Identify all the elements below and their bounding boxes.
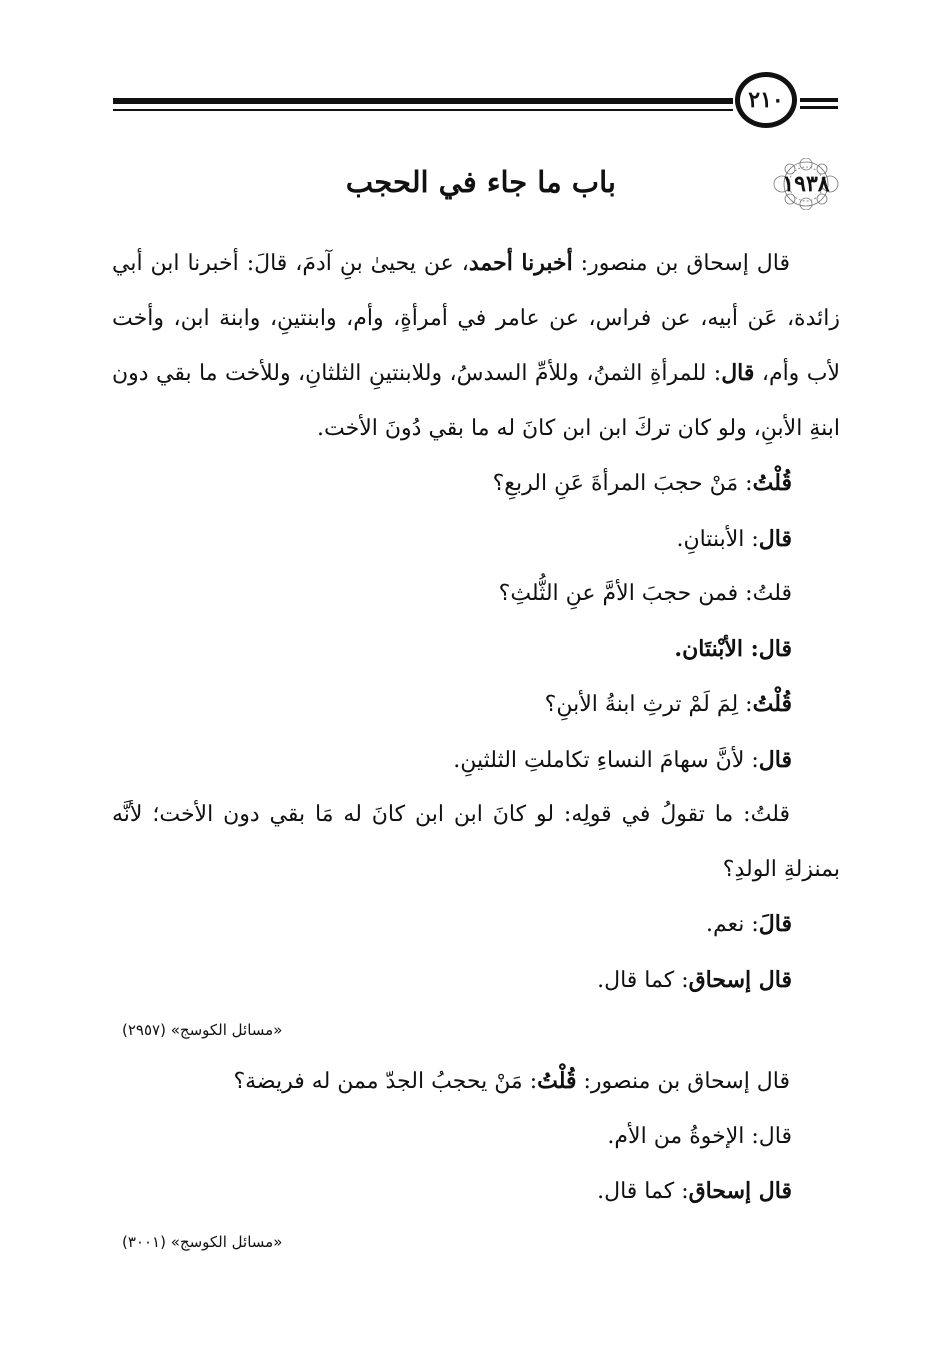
utterance: : كما قال.	[597, 967, 689, 993]
speaker: قال	[758, 635, 792, 662]
chapter-title: باب ما جاء في الحجب	[345, 165, 616, 199]
utterance: : ما تقولُ في قولِه: لو كانَ ابن ابن كانَ له مَا بقي دون الأخت؛ لأنَّه بمنزلةِ الولدِ؟	[112, 802, 840, 882]
speaker: قُلْتُ	[537, 1068, 577, 1094]
question-paragraph	[112, 788, 840, 897]
speaker: قلتُ	[750, 802, 790, 827]
ishaq-line	[112, 953, 840, 1009]
intro-paragraph	[112, 236, 840, 456]
header-rule-right-bottom	[800, 106, 838, 109]
speaker: قال	[758, 525, 792, 552]
dialogue-line	[112, 512, 840, 568]
utterance: : كما قال.	[597, 1179, 689, 1204]
dialogue-line	[112, 1110, 840, 1165]
dialogue-line	[112, 567, 840, 622]
utterance: : لِمَ لَمْ ترثِ ابنةُ الأبنِ؟	[544, 692, 753, 717]
lead: قال إسحاق بن منصور:	[576, 1069, 790, 1094]
speaker: قال إسحاق	[688, 1178, 792, 1204]
chapter-number-ornament	[766, 158, 846, 210]
dialogue-line	[112, 622, 840, 678]
dialogue-line	[112, 733, 840, 789]
speaker: قالَ	[758, 911, 792, 937]
utterance: : مَنْ حجبَ المرأةَ عَنِ الربعِ؟	[492, 471, 753, 496]
page-number: ٢١٠	[735, 72, 797, 128]
speaker: قلتُ	[752, 581, 792, 606]
dialogue-line	[112, 677, 840, 733]
header-rule-thick	[113, 98, 733, 104]
speaker: قُلْتُ	[752, 470, 792, 496]
utterance: : الإخوةُ من الأم.	[607, 1123, 759, 1149]
source-reference: «مسائل الكوسج» (٢٩٥٧)	[122, 1021, 283, 1039]
body-text	[112, 236, 840, 1266]
speaker: قال	[758, 1123, 792, 1149]
utterance: : لأنَّ سهامَ النساءِ تكاملتِ الثلثينِ.	[453, 747, 759, 773]
intro-bold-qal: قال	[721, 360, 755, 386]
utterance: : فمن حجبَ الأمَّ عنِ الثُّلثِ؟	[498, 581, 753, 606]
utterance: : الأبْنتَان.	[674, 635, 759, 662]
header-rule-thin	[113, 109, 733, 111]
intro-tail: : للمرأةِ الثمنُ، وللأمِّ السدسُ، وللابنتينِ الثلثانِ، وللأخت ما بقي دون ابنةِ الأبنِ، ولو كان تركَ ابن ابن كانَ له ما بقي دُونَ الأخت.	[112, 361, 840, 441]
dialogue-line	[112, 456, 840, 512]
utterance: : مَنْ يحجبُ الجدّ ممن له فريضة؟	[233, 1069, 538, 1094]
source-reference: «مسائل الكوسج» (٣٠٠١)	[122, 1232, 283, 1251]
intro-rest: ، عن يحيىٰ بنِ آدمَ، قالَ: أخبرنا ابن أبي زائدة، عَن أبيه، عن فراس، عن عامر في أمرأةٍ، وأم، وابنتينِ، وابنة ابن، وأخت لأب وأم،	[112, 251, 840, 386]
speaker: قال	[758, 746, 792, 773]
header-rule-right-top	[800, 98, 838, 102]
chapter-number-text: ١٩٣٨	[782, 171, 830, 197]
utterance: : الأبنتانِ.	[676, 526, 759, 552]
intro-bold: أخبرنا أحمد	[468, 250, 573, 276]
intro-lead: قال إسحاق بن منصور:	[572, 251, 791, 276]
ishaq-line	[112, 1164, 840, 1220]
utterance: : نعم.	[706, 912, 759, 937]
answer-line	[112, 897, 840, 953]
section2-first-line	[112, 1054, 840, 1110]
speaker: قال إسحاق	[688, 966, 792, 993]
speaker: قُلْتُ	[752, 691, 792, 717]
